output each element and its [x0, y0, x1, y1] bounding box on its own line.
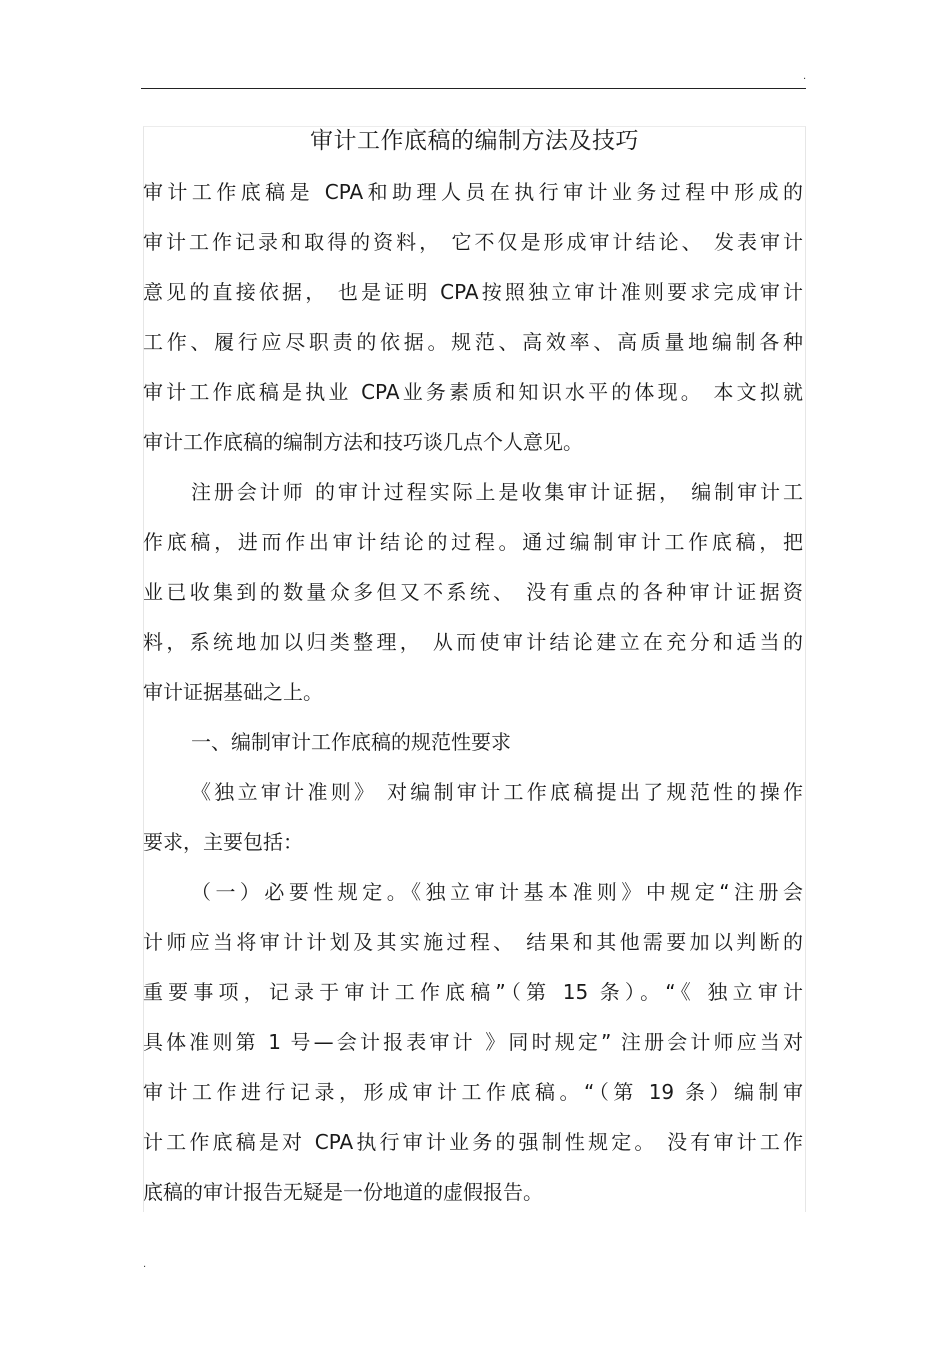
text-line: 业已收集到的数量众多但又不系统、 没有重点的各种审计证据资 [143, 580, 803, 604]
text-line: 底稿的审计报告无疑是一份地道的虚假报告。 [143, 1180, 543, 1204]
text-line: 要求，主要包括： [143, 830, 303, 854]
text-line: 料，系统地加以归类整理， 从而使审计结论建立在充分和适当的 [143, 630, 803, 654]
footer-mark: . [143, 1259, 147, 1270]
document-title: 审计工作底稿的编制方法及技巧 [310, 128, 639, 154]
section-heading: 一、编制审计工作底稿的规范性要求 [191, 730, 511, 754]
text-line: 审计工作底稿是执业 CPA业务素质和知识水平的体现。 本文拟就 [143, 380, 803, 404]
text-line: 审计证据基础之上。 [143, 680, 323, 704]
text-line: 审计工作进行记录，形成审计工作底稿。“（第 19 条）编制审 [143, 1080, 803, 1104]
text-line: 具体准则第 1 号—会计报表审计 》同时规定” 注册会计师应当对 [143, 1030, 803, 1054]
text-line: 审计工作记录和取得的资料， 它不仅是形成审计结论、 发表审计 [143, 230, 803, 254]
text-line: 审计工作底稿是 CPA和助理人员在执行审计业务过程中形成的 [143, 180, 803, 204]
text-line: 注册会计师 的审计过程实际上是收集审计证据， 编制审计工 [191, 480, 803, 504]
text-line: 审计工作底稿的编制方法和技巧谈几点个人意见。 [143, 430, 583, 454]
text-line: 意见的直接依据， 也是证明 CPA按照独立审计准则要求完成审计 [143, 280, 803, 304]
text-line: 重要事项，记录于审计工作底稿”（第 15 条）。“《 独立审计 [143, 980, 803, 1004]
text-line: 计工作底稿是对 CPA执行审计业务的强制性规定。 没有审计工作 [143, 1130, 803, 1154]
document-body [143, 167, 803, 1217]
header-rule [141, 88, 806, 89]
text-line: 计师应当将审计计划及其实施过程、 结果和其他需要加以判断的 [143, 930, 803, 954]
header-mark: . [803, 71, 807, 82]
text-line: （一）必要性规定。《独立审计基本准则》中规定“注册会 [191, 880, 803, 904]
text-line: 作底稿，进而作出审计结论的过程。通过编制审计工作底稿，把 [143, 530, 803, 554]
text-line: 《独立审计准则》 对编制审计工作底稿提出了规范性的操作 [191, 780, 803, 804]
text-line: 工作、履行应尽职责的依据。规范、高效率、高质量地编制各种 [143, 330, 803, 354]
